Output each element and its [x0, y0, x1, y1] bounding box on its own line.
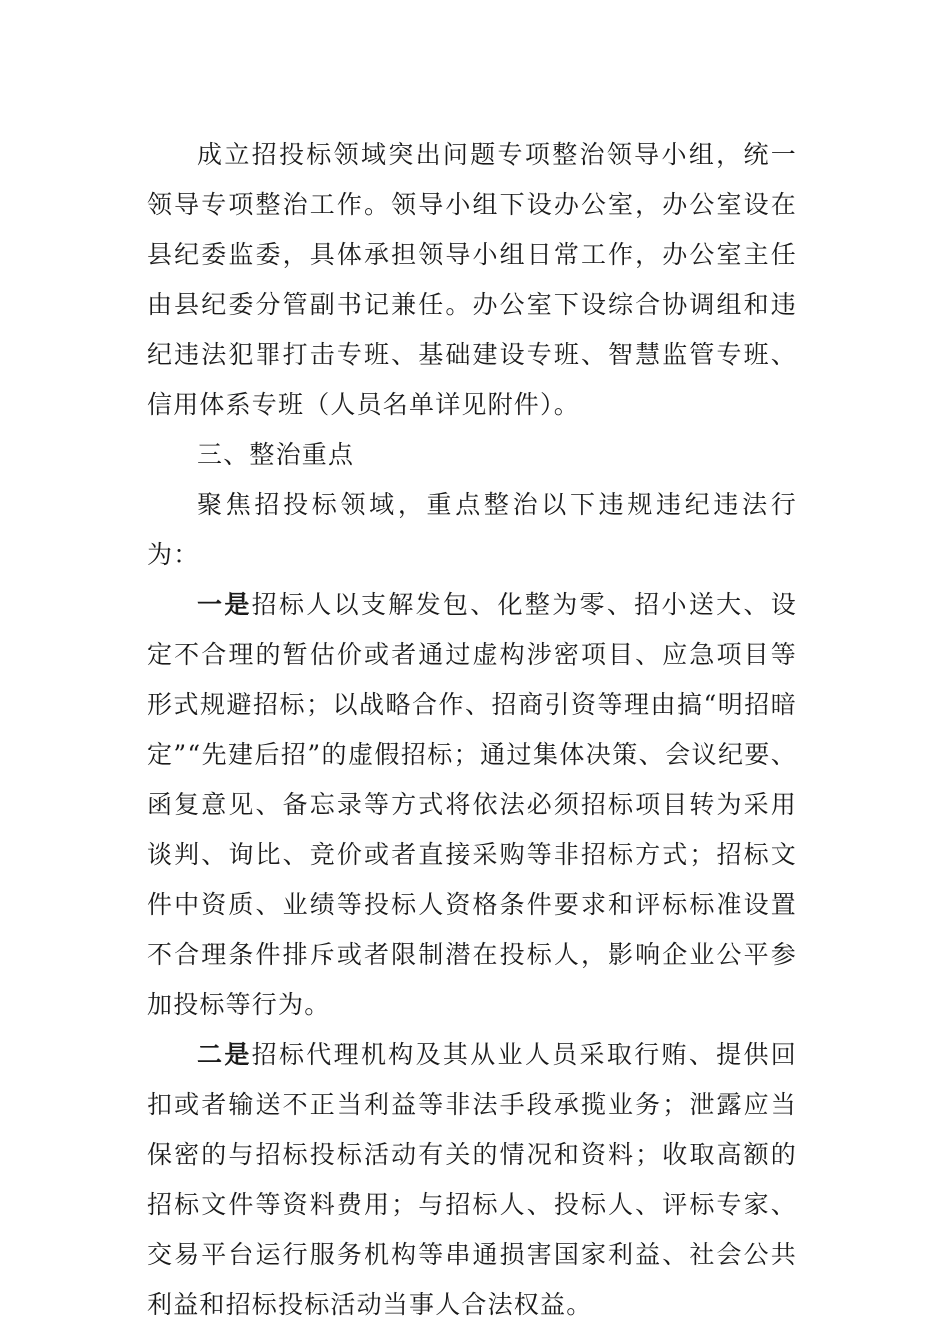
paragraph-focus-intro: 聚焦招投标领域，重点整治以下违规违纪违法行为：: [147, 490, 797, 569]
document-body: [147, 130, 797, 1330]
paragraph-item-two: [147, 1030, 797, 1330]
item-two-text: 招标代理机构及其从业人员采取行贿、提供回扣或者输送不正当利益等非法手段承揽业务；泄露应当保密的与招标投标活动有关的情况和资料；收取高额的招标文件等资料费用；与招标人、投标人、评标专家、交易平台运行服务机构等串通损害国家利益、社会公共利益和招标投标活动当事人合法权益。: [147, 1040, 797, 1319]
item-one-lead: 一是: [197, 590, 252, 619]
paragraph-leadership-group: 成立招投标领域突出问题专项整治领导小组，统一领导专项整治工作。领导小组下设办公室，办公室设在县纪委监委，具体承担领导小组日常工作，办公室主任由县纪委分管副书记兼任。办公室下设综合协调组和违纪违法犯罪打击专班、基础建设专班、智慧监管专班、信用体系专班（人员名单详见附件）。: [147, 140, 797, 419]
section-heading-rectification-focus: 三、整治重点: [197, 440, 355, 469]
item-one-text: 招标人以支解发包、化整为零、招小送大、设定不合理的暂估价或者通过虚构涉密项目、应急项目等形式规避招标；以战略合作、招商引资等理由搞“明招暗定”“先建后招”的虚假招标；通过集体决策、会议纪要、函复意见、备忘录等方式将依法必须招标项目转为采用谈判、询比、竞价或者直接采购等非招标方式；招标文件中资质、业绩等投标人资格条件要求和评标标准设置不合理条件排斥或者限制潜在投标人，影响企业公平参加投标等行为。: [147, 590, 797, 1019]
paragraph-item-one: [147, 580, 797, 1030]
item-two-lead: 二是: [197, 1040, 252, 1069]
